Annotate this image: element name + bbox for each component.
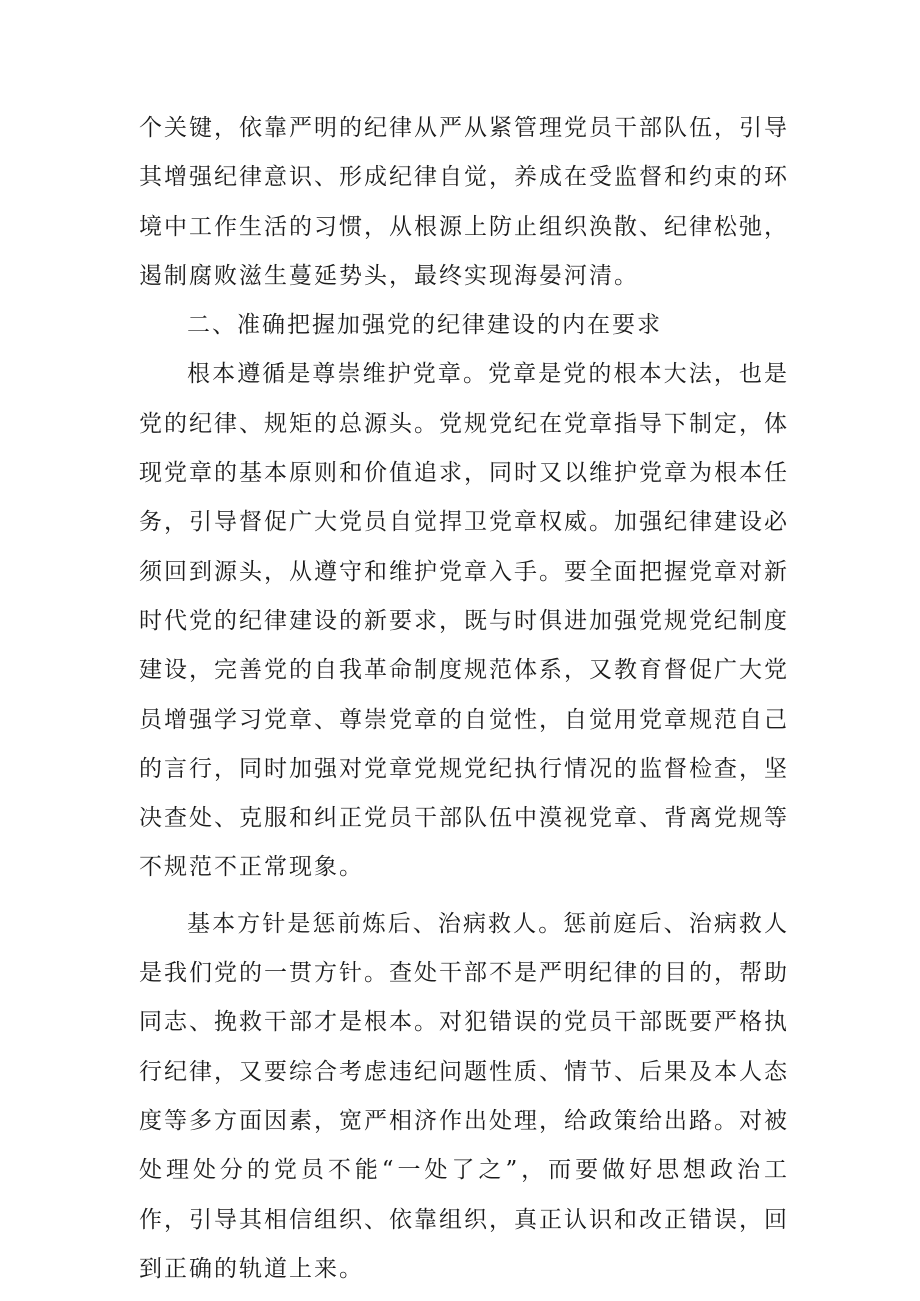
section-heading: 二、准确把握加强党的纪律建设的内在要求	[187, 312, 662, 339]
paragraph-party-constitution: 根本遵循是尊崇维护党章。党章是党的根本大法，也是党的纪律、规矩的总源头。党规党纪在党章指导下制定，体现党章的基本原则和价值追求，同时又以维护党章为根本任务，引导督促广大党员自觉捍卫党章权威。加强纪律建设必须回到源头，从遵守和维护党章入手。要全面把握党章对新时代党的纪律建设的新要求，既与时俱进加强党规党纪制度建设，完善党的自我革命制度规范体系，又教育督促广大党员增强学习党章、尊崇党章的自觉性，自觉用党章规范自己的言行，同时加强对党章党规党纪执行情况的监督检查，坚决查处、克服和纠正党员干部队伍中漠视党章、背离党规等不规范不正常现象。	[139, 361, 789, 881]
paragraph-basic-policy: 基本方针是惩前炼后、治病救人。惩前庭后、治病救人是我们党的一贯方针。查处干部不是严明纪律的目的，帮助同志、挽救干部才是根本。对犯错误的党员干部既要严格执行纪律，又要综合考虑违纪问题性质、情节、后果及本人态度等多方面因素，宽严相济作出处理，给政策给出路。对被处理处分的党员不能“一处了之”，而要做好思想政治工作，引导其相信组织、依靠组织，真正认识和改正错误，回到正确的轨道上来。	[139, 910, 789, 1282]
document-body	[139, 104, 789, 1294]
paragraph-continuation: 个关键，依靠严明的纪律从严从紧管理党员干部队伍，引导其增强纪律意识、形成纪律自觉，养成在受监督和约束的环境中工作生活的习惯，从根源上防止组织涣散、纪律松弛，遏制腐败滋生蔓延势头，最终实现海晏河清。	[139, 115, 789, 289]
